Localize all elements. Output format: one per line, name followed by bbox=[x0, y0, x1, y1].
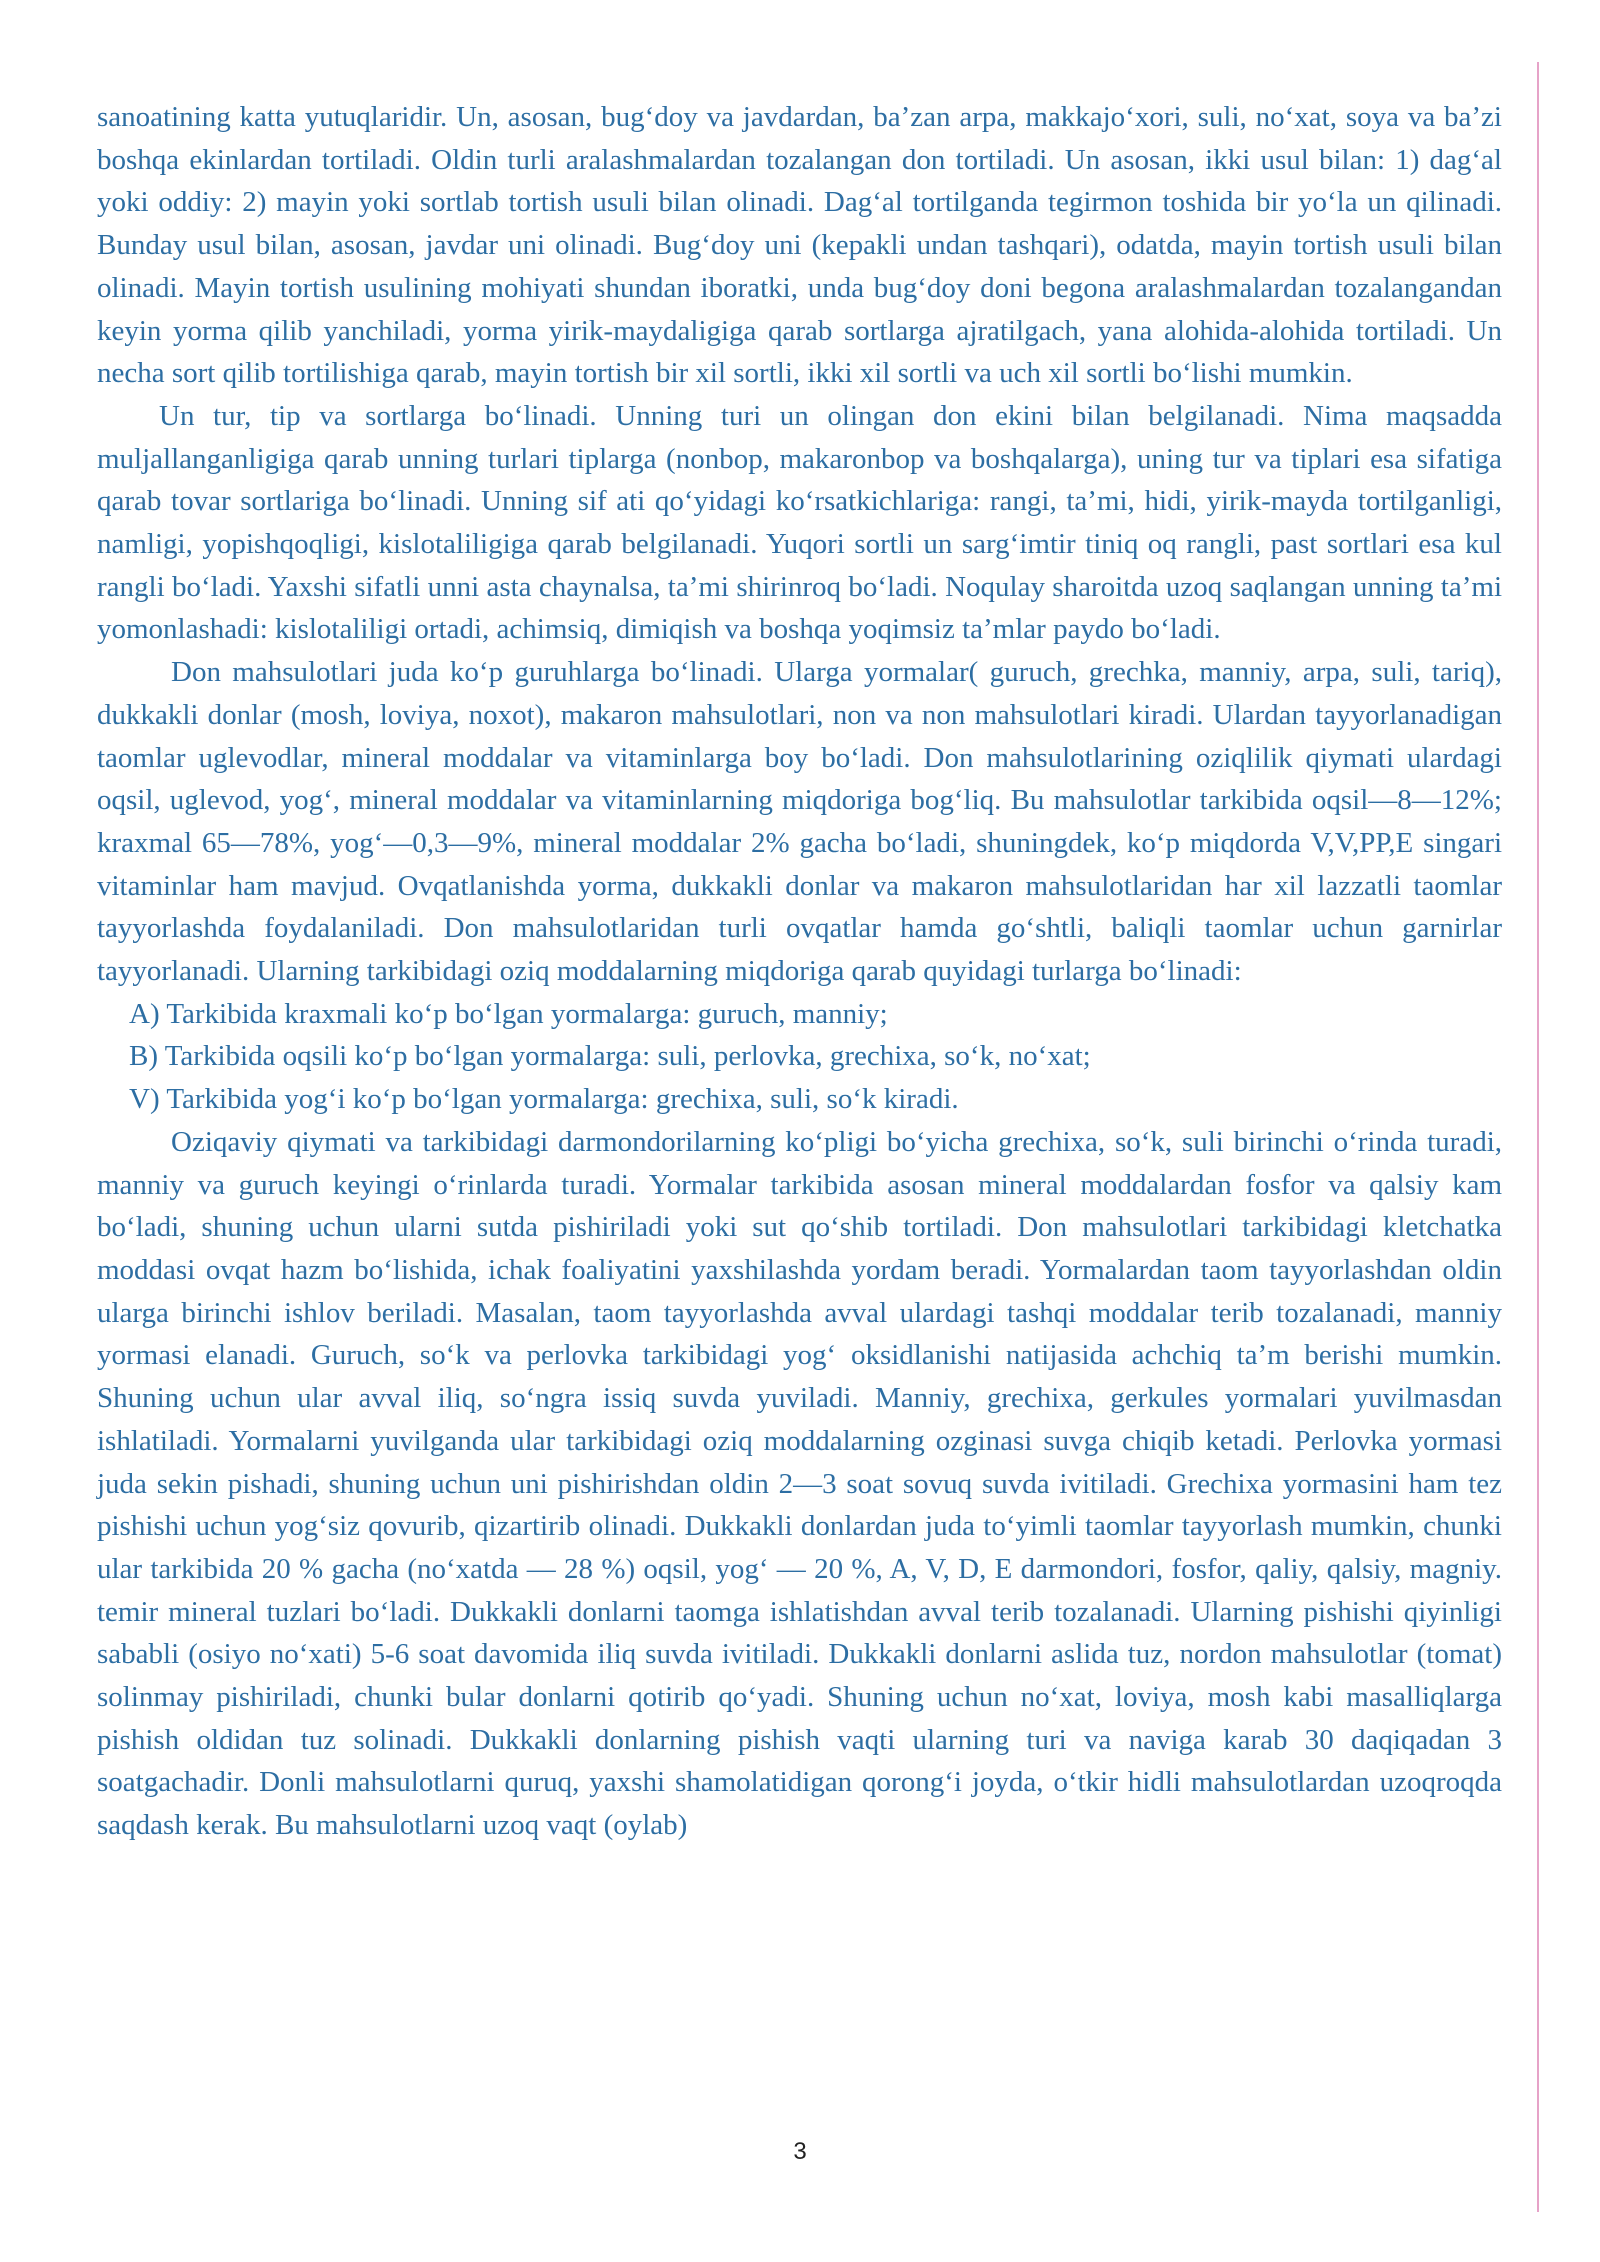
document-body bbox=[97, 96, 1502, 1847]
page-number: 3 bbox=[793, 2138, 807, 2165]
page-margin-line bbox=[1537, 62, 1539, 2212]
list-item-protein: B) Tarkibida oqsili ko‘p bo‘lgan yormalarga: suli, perlovka, grechixa, so‘k, no‘xat; bbox=[129, 1040, 1091, 1073]
list-item-starch: A) Tarkibida kraxmali ko‘p bo‘lgan yormalarga: guruch, manniy; bbox=[129, 997, 888, 1030]
paragraph-flour-milling: sanoatining katta yutuqlaridir. Un, asosan, bug‘doy va javdardan, ba’zan arpa, makkajo‘xori, suli, no‘xat, soya va ba’zi boshqa ekinlardan tortiladi. Oldin turli aralashmalardan tozalangan don tortiladi. Un asosan, ikki usul bilan: 1) dag‘al yoki oddiy: 2) mayin yoki sortlab tortish usuli bilan olinadi. Dag‘al tortilganda tegirmon toshida bir yo‘la un qilinadi. Bunday usul bilan, asosan, javdar uni olinadi. Bug‘doy uni (kepakli undan tashqari), odatda, mayin tortish usuli bilan olinadi. Mayin tortish usulining mohiyati shundan iboratki, unda bug‘doy doni begona aralashmalardan tozalangandan keyin yorma qilib yanchiladi, yorma yirik-maydaligiga qarab sortlarga ajratilgach, yana alohida-alohida tortiladi. Un necha sort qilib tortilishiga qarab, mayin tortish bir xil sortli, ikki xil sortli va uch xil sortli bo‘lishi mumkin. bbox=[97, 101, 1502, 390]
list-item-fat: V) Tarkibida yog‘i ko‘p bo‘lgan yormalarga: grechixa, suli, so‘k kiradi. bbox=[129, 1083, 959, 1116]
paragraph-nutritional-value: Oziqaviy qiymati va tarkibidagi darmondorilarning ko‘pligi bo‘yicha grechixa, so‘k, suli birinchi o‘rinda turadi, manniy va guruch keyingi o‘rinlarda turadi. Yormalar tarkibida asosan mineral moddalardan fosfor va qalsiy kam bo‘ladi, shuning uchun ularni sutda pishiriladi yoki sut qo‘shib tortiladi. Don mahsulotlari tarkibidagi kletchatka moddasi ovqat hazm bo‘lishida, ichak foaliyatini yaxshilashda yordam beradi. Yormalardan taom tayyorlashdan oldin ularga birinchi ishlov beriladi. Masalan, taom tayyorlashda avval ulardagi tashqi moddalar terib tozalanadi, manniy yormasi elanadi. Guruch, so‘k va perlovka tarkibidagi yog‘ oksidlanishi natijasida achchiq ta’m berishi mumkin. Shuning uchun ular avval iliq, so‘ngra issiq suvda yuviladi. Manniy, grechixa, gerkules yormalari yuvilmasdan ishlatiladi. Yormalarni yuvilganda ular tarkibidagi oziq moddalarning ozginasi suvga chiqib ketadi. Perlovka yormasi juda sekin pishadi, shuning uchun uni pishirishdan oldin 2—3 soat sovuq suvda ivitiladi. Grechixa yormasini ham tez pishishi uchun yog‘siz qovurib, qizartirib olinadi. Dukkakli donlardan juda to‘yimli taomlar tayyorlash mumkin, chunki ular tarkibida 20 % gacha (no‘xatda — 28 %) oqsil, yog‘ — 20 %, A, V, D, E darmondori, fosfor, qaliy, qalsiy, magniy. temir mineral tuzlari bo‘ladi. Dukkakli donlarni taomga ishlatishdan avval terib tozalanadi. Ularning pishishi qiyinligi sababli (osiyo no‘xati) 5-6 soat davomida iliq suvda ivitiladi. Dukkakli donlarni aslida tuz, nordon mahsulotlar (tomat) solinmay pishiriladi, chunki bular donlarni qotirib qo‘yadi. Shuning uchun no‘xat, loviya, mosh kabi masalliqlarga pishish oldidan tuz solinadi. Dukkakli donlarning pishish vaqti ularning turi va naviga karab 30 daqiqadan 3 soatgachadir. Donli mahsulotlarni quruq, yaxshi shamolatidigan qorong‘i joyda, o‘tkir hidli mahsulotlardan uzoqroqda saqdash kerak. Bu mahsulotlarni uzoq vaqt (oylab) bbox=[97, 1125, 1502, 1842]
paragraph-flour-types: Un tur, tip va sortlarga bo‘linadi. Unning turi un olingan don ekini bilan belgilanadi. Nima maqsadda muljallanganligiga qarab unning turlari tiplarga (nonbop, makaronbop va boshqalarga), uning tur va tiplari esa sifatiga qarab tovar sortlariga bo‘linadi. Unning sif ati qo‘yidagi ko‘rsatkichlariga: rangi, ta’mi, hidi, yirik-mayda tortilganligi, namligi, yopishqoqligi, kislotaliligiga qarab belgilanadi. Yuqori sortli un sarg‘imtir tiniq oq rangli, past sortlari esa kul rangli bo‘ladi. Yaxshi sifatli unni asta chaynalsa, ta’mi shirinroq bo‘ladi. Noqulay sharoitda uzoq saqlangan unning ta’mi yomonlashadi: kislotaliligi ortadi, achimsiq, dimiqish va boshqa yoqimsiz ta’mlar paydo bo‘ladi. bbox=[97, 399, 1502, 646]
paragraph-grain-products: Don mahsulotlari juda ko‘p guruhlarga bo‘linadi. Ularga yormalar( guruch, grechka, manniy, arpa, suli, tariq), dukkakli donlar (mosh, loviya, noxot), makaron mahsulotlari, non va non mahsulotlari kiradi. Ulardan tayyorlanadigan taomlar uglevodlar, mineral moddalar va vitaminlarga boy bo‘ladi. Don mahsulotlarining oziqlilik qiymati ulardagi oqsil, uglevod, yog‘, mineral moddalar va vitaminlarning miqdoriga bog‘liq. Bu mahsulotlar tarkibida oqsil—8—12%; kraxmal 65—78%, yog‘—0,3—9%, mineral moddalar 2% gacha bo‘ladi, shuningdek, ko‘p miqdorda V,V,PP,E singari vitaminlar ham mavjud. Ovqatlanishda yorma, dukkakli donlar va makaron mahsulotlaridan har xil lazzatli taomlar tayyorlashda foydalaniladi. Don mahsulotlaridan turli ovqatlar hamda go‘shtli, baliqli taomlar uchun garnirlar tayyorlanadi. Ularning tarkibidagi oziq moddalarning miqdoriga qarab quyidagi turlarga bo‘linadi: bbox=[97, 656, 1502, 988]
